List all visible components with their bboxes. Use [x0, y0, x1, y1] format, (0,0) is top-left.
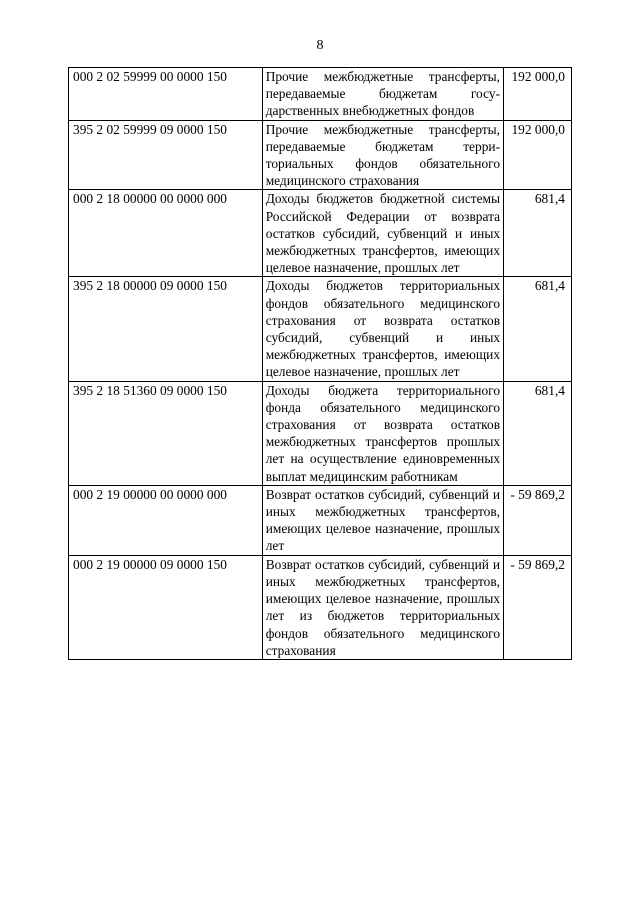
budget-code-cell: 000 2 02 59999 00 0000 150	[69, 68, 263, 121]
table-body	[69, 68, 572, 660]
budget-code-cell: 395 2 02 59999 09 0000 150	[69, 120, 263, 190]
table-row	[69, 68, 572, 121]
description-cell: Доходы бюджетов бюджетной системы Российской Федерации от возврата остатков субсидий, субвенций и иных межбюджетных трансфертов, имеющих целевое назначение, прошлых лет	[262, 190, 503, 277]
budget-table	[68, 67, 572, 660]
table-row	[69, 190, 572, 277]
budget-code-cell: 395 2 18 00000 09 0000 150	[69, 277, 263, 381]
table-row	[69, 485, 572, 555]
table-row	[69, 120, 572, 190]
budget-code-cell: 000 2 18 00000 00 0000 000	[69, 190, 263, 277]
page-number: 8	[316, 38, 324, 53]
table-row	[69, 555, 572, 659]
budget-code-cell: 395 2 18 51360 09 0000 150	[69, 381, 263, 485]
amount-cell: 681,4	[504, 381, 572, 485]
description-cell: Доходы бюджетов территориальных фондов обязательного медицинского страхования от возврата остатков субсидий, субвенций и иных межбюджетных трансфертов, имеющих целевое назначение, прошлых лет	[262, 277, 503, 381]
budget-code-cell: 000 2 19 00000 00 0000 000	[69, 485, 263, 555]
description-cell: Прочие межбюджетные трансферты, передаваемые бюджетам государственных внебюджетных фондов	[262, 68, 503, 121]
amount-cell: 681,4	[504, 190, 572, 277]
amount-cell: 192 000,0	[504, 68, 572, 121]
amount-cell: 192 000,0	[504, 120, 572, 190]
amount-cell: 681,4	[504, 277, 572, 381]
budget-code-cell: 000 2 19 00000 09 0000 150	[69, 555, 263, 659]
amount-cell: - 59 869,2	[504, 485, 572, 555]
table-row	[69, 277, 572, 381]
description-cell: Возврат остатков субсидий, субвенций и иных межбюджетных трансфертов, имеющих целевое назначение, прошлых лет из бюджетов территориальных фондов обязательного медицинского страхования	[262, 555, 503, 659]
description-cell: Возврат остатков субсидий, субвенций и иных межбюджетных трансфертов, имеющих целевое назначение, прошлых лет	[262, 485, 503, 555]
description-cell: Прочие межбюджетные трансферты, передаваемые бюджетам территориальных фондов обязательного медицинского страхования	[262, 120, 503, 190]
amount-cell: - 59 869,2	[504, 555, 572, 659]
description-cell: Доходы бюджета территориального фонда обязательного медицинского страхования от возврата остатков межбюджетных трансфертов прошлых лет на осуществление единовременных выплат медицинским работникам	[262, 381, 503, 485]
table-row	[69, 381, 572, 485]
